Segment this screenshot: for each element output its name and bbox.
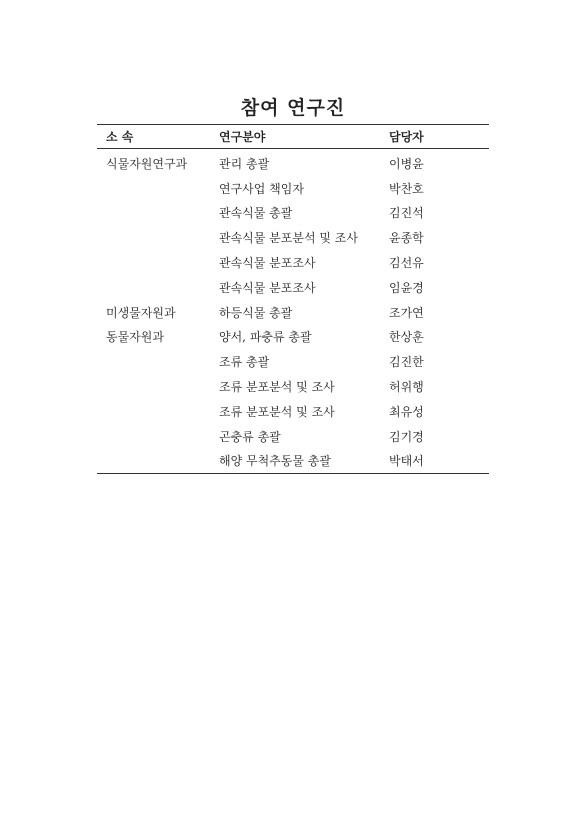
header-person-in-charge: 담당자 xyxy=(389,130,424,144)
table-row xyxy=(97,250,489,275)
cell-research-field: 양서, 파충류 총괄 xyxy=(219,330,312,345)
header-department: 소 속 xyxy=(106,130,134,144)
cell-department: 미생물자원과 xyxy=(106,305,176,320)
cell-person: 김기경 xyxy=(389,429,424,444)
cell-research-field: 하등식물 총괄 xyxy=(219,305,293,320)
cell-research-field: 관속식물 총괄 xyxy=(219,206,293,221)
cell-person: 박찬호 xyxy=(389,181,424,196)
table-header xyxy=(97,125,489,149)
table-row xyxy=(97,424,489,449)
cell-research-field: 관속식물 분포조사 xyxy=(219,256,316,271)
cell-research-field: 조류 분포분석 및 조사 xyxy=(219,380,335,395)
cell-person: 허위행 xyxy=(389,380,424,395)
table-row xyxy=(97,300,489,325)
cell-research-field: 조류 분포분석 및 조사 xyxy=(219,404,335,419)
cell-research-field: 곤충류 총괄 xyxy=(219,429,281,444)
cell-person: 김선유 xyxy=(389,256,424,271)
header-research-field: 연구분야 xyxy=(219,130,266,144)
table-row xyxy=(97,325,489,350)
cell-person: 이병윤 xyxy=(389,156,424,171)
cell-department: 동물자원과 xyxy=(106,330,164,345)
cell-person: 임윤경 xyxy=(389,280,424,295)
cell-person: 한상훈 xyxy=(389,330,424,345)
cell-person: 윤종학 xyxy=(389,231,424,246)
research-staff-table xyxy=(97,124,489,474)
table-body xyxy=(97,149,489,473)
cell-person: 김진한 xyxy=(389,355,424,370)
table-row xyxy=(97,201,489,226)
table-row xyxy=(97,151,489,176)
table-row xyxy=(97,374,489,399)
table-row xyxy=(97,349,489,374)
cell-person: 박태서 xyxy=(389,454,424,469)
cell-department: 식물자원연구과 xyxy=(106,156,188,171)
cell-research-field: 조류 총괄 xyxy=(219,355,270,370)
page-title: 참여 연구진 xyxy=(240,97,346,119)
cell-person: 조가연 xyxy=(389,305,424,320)
cell-research-field: 관속식물 분포분석 및 조사 xyxy=(219,231,358,246)
cell-research-field: 관리 총괄 xyxy=(219,156,270,171)
table-row xyxy=(97,176,489,201)
cell-person: 최유성 xyxy=(389,404,424,419)
table-row xyxy=(97,399,489,424)
table-row xyxy=(97,449,489,474)
cell-person: 김진석 xyxy=(389,206,424,221)
table-row xyxy=(97,225,489,250)
table-row xyxy=(97,275,489,300)
cell-research-field: 관속식물 분포조사 xyxy=(219,280,316,295)
cell-research-field: 해양 무척추동물 총괄 xyxy=(219,454,331,469)
cell-research-field: 연구사업 책임자 xyxy=(219,181,304,196)
